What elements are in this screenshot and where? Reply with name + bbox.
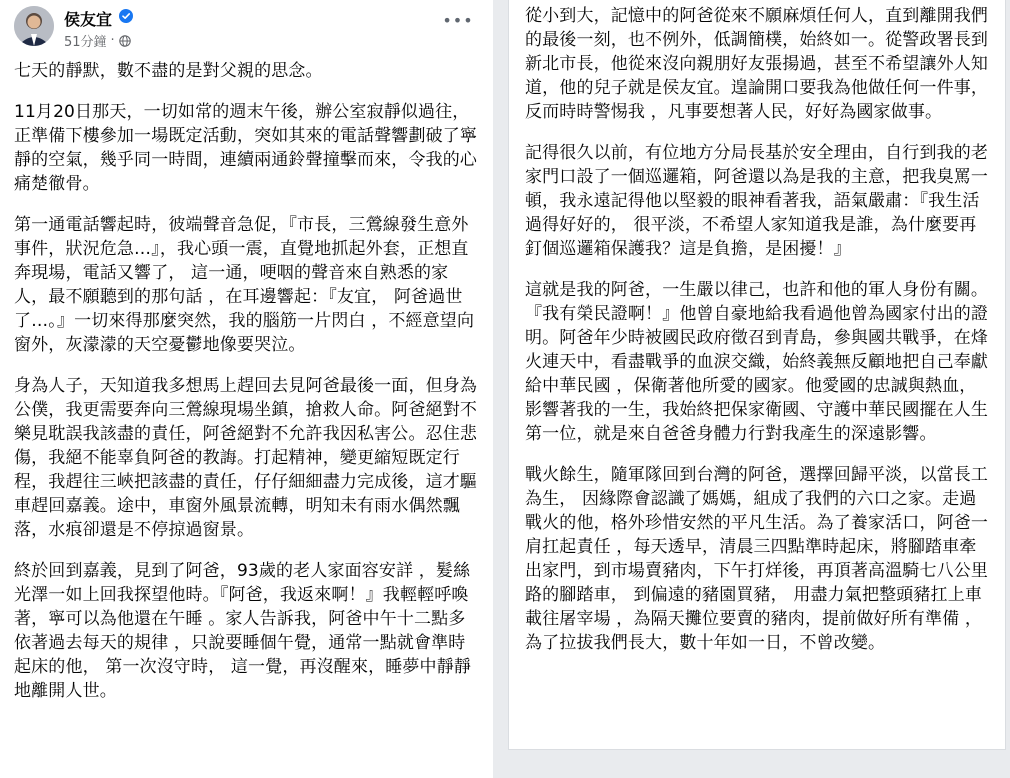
post-timestamp[interactable]: 51分鐘 <box>64 35 107 50</box>
post-paragraph: 這就是我的阿爸，一生嚴以律己，也許和他的軍人身份有關。『我有榮民證啊！』他曾自豪地給我看過他曾為國家付出的證明。阿爸年少時被國民政府徵召到青島，參與國共戰爭，在烽火連天中，看盡戰爭的血淚交織，始終義無反顧地把自己奉獻給中華民國 ，保衛著他所愛的國家。他愛國的忠誠與熱血，影響著我的一生，我始終把保家衛國、守護中華民國擺在人生第一位，就是來自爸爸身體力行對我產生的深遠影響。 <box>525 280 989 444</box>
post-paragraph: 記得很久以前，有位地方分局長基於安全理由，自行到我的老家門口設了一個巡邏箱，阿爸還以為是我的主意，把我臭罵一頓，我永遠記得他以堅毅的眼神看著我，語氣嚴肅：『我生活過得好好的， 很平淡，不希望人家知道我是誰，為什麼要再釘個巡邏箱保護我？這是負擔，是困擾！』 <box>525 143 989 259</box>
post-body-continued <box>525 4 991 655</box>
post-body <box>14 59 479 703</box>
post-paragraph: 第一通電話響起時，彼端聲音急促，『市長，三鶯線發生意外事件，狀況危急…』，我心頭一震，直覺地抓起外套，正想直奔現場，電話又響了， 這一通，哽咽的聲音來自熟悉的家人，最不願聽到的那句話 ，在耳邊響起：『友宜， 阿爸過世了…。』一切來得那麼突然，我的腦筋一片閃白 ，不經意望向窗外，灰濛濛的天空憂鬱地像要哭泣。 <box>14 215 475 355</box>
post-paragraph: 身為人子，天知道我多想馬上趕回去見阿爸最後一面，但身為公僕，我更需要奔向三鶯線現場坐鎮，搶救人命。阿爸絕對不樂見耽誤我該盡的責任，阿爸絕對不允許我因私害公。忍住悲傷，我絕不能辜負阿爸的教誨。打起精神，變更縮短既定行程，我趕往三峽把該盡的責任，仔仔細細盡力完成後，這才驅車趕回嘉義。途中，車窗外風景流轉，明知未有雨水偶然飄落，水痕卻還是不停掠過窗景。 <box>14 376 478 540</box>
avatar[interactable] <box>14 6 54 46</box>
verified-badge-icon <box>119 9 133 23</box>
post-continuation-card <box>508 0 1006 750</box>
post-card <box>0 0 493 778</box>
post-paragraph: 從小到大，記憶中的阿爸從來不願麻煩任何人，直到離開我們的最後一刻，也不例外，低調簡樸，始終如一。從警政署長到新北市長，他從來沒向親朋好友張揚過，甚至不希望讓外人知道，他的兒子就是侯友宜。遑論開口要我為他做任何一件事，反而時時警惕我 ，凡事要想著人民，好好為國家做事。 <box>525 6 989 122</box>
more-options-icon[interactable]: ••• <box>442 10 474 30</box>
post-paragraph: 終於回到嘉義，見到了阿爸，93歲的老人家面容安詳 ，髮絲光澤一如上回我探望他時。『阿爸，我返來啊！』我輕輕呼喚著，寧可以為他還在午睡 。家人告訴我，阿爸中午十二點多依著過去每天的規律 ，只說要睡個午覺，通常一點就會準時起床的他， 第一次沒守時， 這一覺，再沒醒來，睡夢中靜靜地離開人世。 <box>14 561 472 701</box>
post-header <box>14 0 479 58</box>
meta-separator: · <box>110 33 115 48</box>
author-name[interactable]: 侯友宜 <box>64 10 113 29</box>
post-paragraph: 七天的靜默，數不盡的是對父親的思念。 <box>14 61 323 81</box>
post-meta <box>64 31 131 50</box>
post-paragraph: 戰火餘生，隨軍隊回到台灣的阿爸，選擇回歸平淡，以當長工為生， 因緣際會認識了媽媽，組成了我們的六口之家。走過戰火的他，格外珍惜安然的平凡生活。為了養家活口，阿爸一肩扛起責任 ，每天透早，清晨三四點準時起床，將腳踏車牽出家門，到市場賣豬肉，下午打烊後，再頂著高溫騎七八公里路的腳踏車， 到偏遠的豬園買豬， 用盡力氣把整頭豬扛上車載往屠宰場 ，為隔天攤位要賣的豬肉，提前做好所有準備 ，為了拉拔我們長大，數十年如一日，不曾改變。 <box>525 465 989 653</box>
post-paragraph: 11月20日那天，一切如常的週末午後，辦公室寂靜似過往，正準備下樓參加一場既定活動，突如其來的電話聲響劃破了寧靜的空氣，幾乎同一時間，連續兩通鈴聲撞擊而來，令我的心痛楚徹骨。 <box>14 102 478 194</box>
globe-icon <box>119 35 131 47</box>
